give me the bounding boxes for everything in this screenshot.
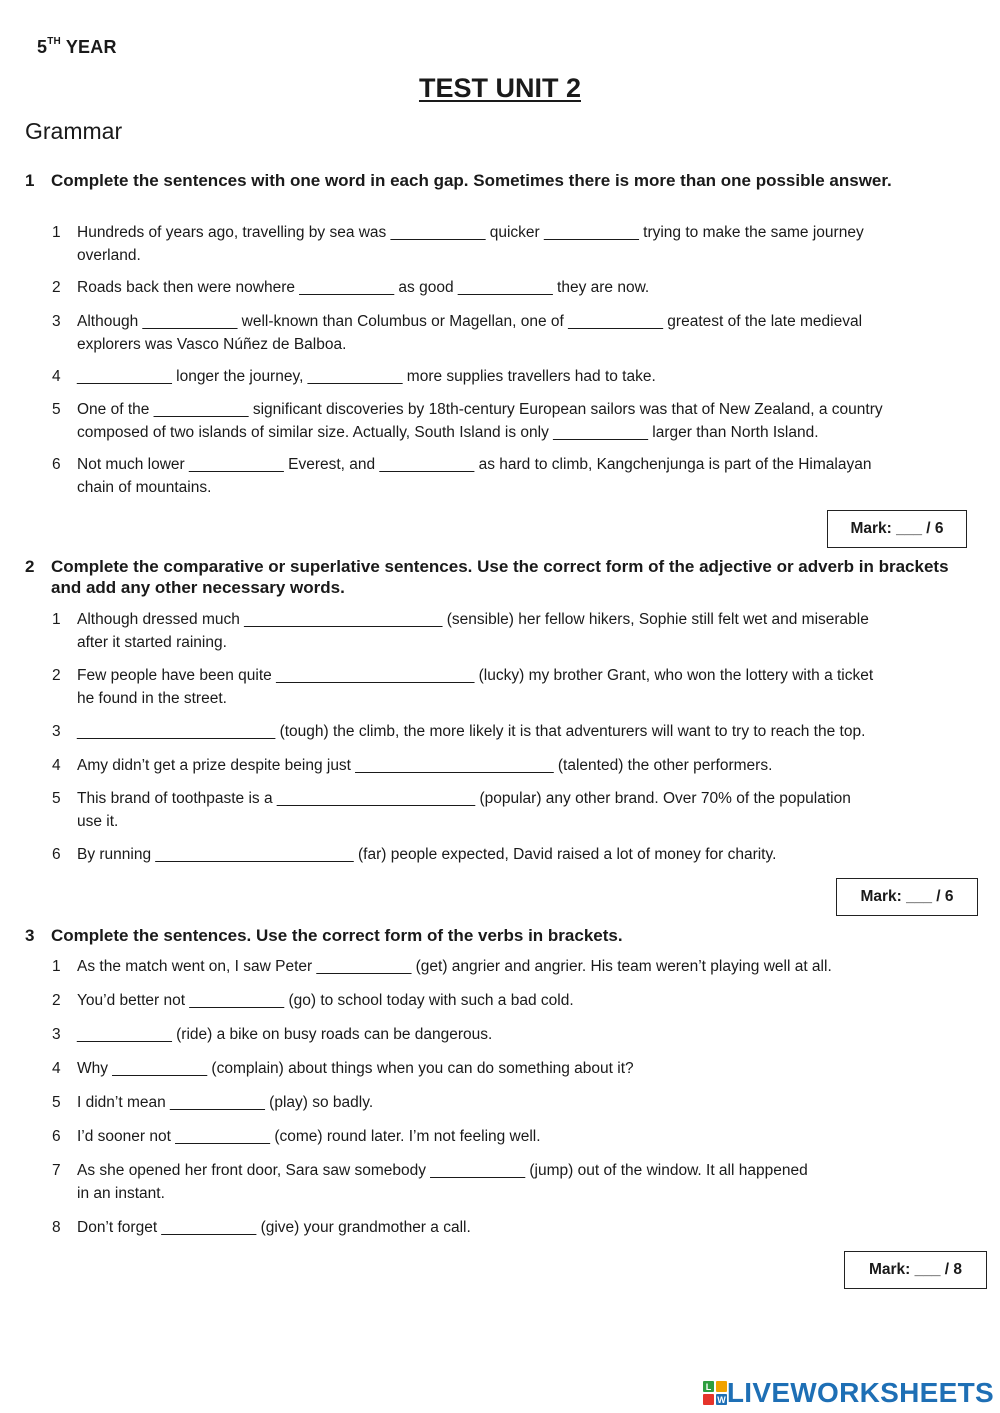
question-number: 4: [52, 1060, 61, 1077]
section-heading: Grammar: [25, 118, 123, 144]
question-text[interactable]: Amy didn’t get a prize despite being just _______________________ (talented) the other performers.: [77, 757, 773, 774]
year-label: 5TH YEAR: [37, 36, 117, 57]
exercise-1-instruction: 1 Complete the sentences with one word in each gap. Sometimes there is more than one possible answer.: [25, 171, 892, 190]
question-number: 8: [52, 1219, 61, 1236]
question-text[interactable]: As the match went on, I saw Peter ___________ (get) angrier and angrier. His team weren’t playing well at all.: [77, 958, 832, 975]
question-text[interactable]: I didn’t mean ___________ (play) so badly.: [77, 1094, 374, 1111]
page-title: TEST UNIT 2: [418, 73, 581, 103]
question-number: 6: [52, 1128, 61, 1145]
question-number: 6: [52, 846, 61, 863]
question-item: [52, 787, 972, 833]
exercise-2-instruction: 2 Complete the comparative or superlative sentences. Use the correct form of the adjective or adverb in brackets and add any other necessary words.: [25, 557, 949, 597]
question-text[interactable]: ___________ longer the journey, ___________ more supplies travellers had to take.: [77, 368, 656, 385]
question-text[interactable]: Hundreds of years ago, travelling by sea was ___________ quicker ___________ trying to make the same journey overland.: [77, 224, 864, 264]
question-number: 3: [52, 723, 61, 740]
question-item: [52, 1159, 972, 1205]
exercise-1-mark-box: Mark: ___ / 6: [827, 510, 967, 548]
question-number: 2: [52, 667, 61, 684]
question-text[interactable]: Although dressed much _______________________ (sensible) her fellow hikers, Sophie still felt wet and miserable after it started raining.: [77, 611, 869, 651]
question-number: 3: [52, 1026, 61, 1043]
liveworksheets-logo: [703, 1377, 994, 1409]
svg-text:L: L: [705, 1382, 712, 1392]
question-text[interactable]: _______________________ (tough) the climb, the more likely it is that adventurers will want to try to reach the top.: [77, 723, 866, 740]
question-text[interactable]: One of the ___________ significant discoveries by 18th-century European sailors was that of New Zealand, a country composed of two islands of similar size. Actually, South Island is only ___________ larger than North Island.: [77, 401, 883, 441]
question-text[interactable]: I’d sooner not ___________ (come) round later. I’m not feeling well.: [77, 1128, 541, 1145]
question-text[interactable]: ___________ (ride) a bike on busy roads can be dangerous.: [77, 1026, 493, 1043]
question-text[interactable]: Roads back then were nowhere ___________ as good ___________ they are now.: [77, 279, 650, 296]
question-item: [52, 843, 972, 889]
question-number: 3: [52, 313, 61, 330]
question-item: [52, 1216, 972, 1262]
question-text[interactable]: Few people have been quite _______________________ (lucky) my brother Grant, who won the lottery with a ticket he found in the street.: [77, 667, 874, 707]
svg-text:W: W: [717, 1395, 726, 1405]
question-number: 6: [52, 456, 61, 473]
exercise-3-mark-box: Mark: ___ / 8: [844, 1251, 987, 1289]
liveworksheets-logo-icon: [703, 1381, 727, 1405]
question-text[interactable]: Don’t forget ___________ (give) your grandmother a call.: [77, 1219, 471, 1236]
question-text[interactable]: By running _______________________ (far) people expected, David raised a lot of money for charity.: [77, 846, 777, 863]
question-text[interactable]: Why ___________ (complain) about things when you can do something about it?: [77, 1060, 634, 1077]
question-number: 5: [52, 1094, 61, 1111]
question-number: 2: [52, 992, 61, 1009]
question-number: 2: [52, 279, 61, 296]
question-item: [52, 310, 972, 356]
question-number: 1: [52, 224, 61, 241]
exercise-2-mark-box: Mark: ___ / 6: [836, 878, 978, 916]
question-number: 1: [52, 958, 61, 975]
question-number: 5: [52, 401, 61, 418]
exercise-3-instruction: 3 Complete the sentences. Use the correct form of the verbs in brackets.: [25, 926, 623, 945]
question-number: 4: [52, 757, 61, 774]
question-number: 5: [52, 790, 61, 807]
question-text[interactable]: As she opened her front door, Sara saw somebody ___________ (jump) out of the window. It all happened in an instant.: [77, 1162, 808, 1202]
question-text[interactable]: Not much lower ___________ Everest, and ___________ as hard to climb, Kangchenjunga is part of the Himalayan chain of mountains.: [77, 456, 872, 496]
question-number: 1: [52, 611, 61, 628]
question-item: [52, 664, 972, 710]
question-item: [52, 398, 972, 444]
question-item: [52, 453, 972, 499]
logo-wordmark: LIVEWORKSHEETS: [726, 1377, 994, 1408]
question-text[interactable]: This brand of toothpaste is a _______________________ (popular) any other brand. Over 70% of the population use it.: [77, 790, 851, 830]
question-number: 4: [52, 368, 61, 385]
question-item: [52, 221, 972, 267]
question-number: 7: [52, 1162, 61, 1179]
question-text[interactable]: Although ___________ well-known than Columbus or Magellan, one of ___________ greatest of the late medieval explorers was Vasco Núñez de Balboa.: [77, 313, 863, 353]
question-item: [52, 608, 972, 654]
question-text[interactable]: You’d better not ___________ (go) to school today with such a bad cold.: [77, 992, 574, 1009]
